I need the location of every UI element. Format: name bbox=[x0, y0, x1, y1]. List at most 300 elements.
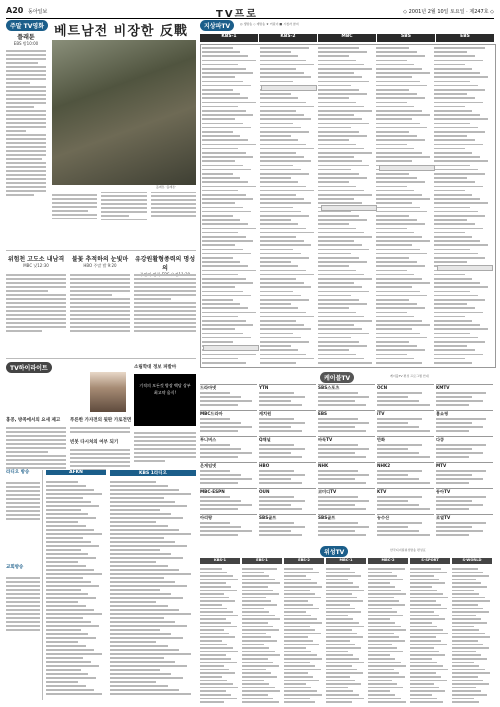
listing-line bbox=[202, 223, 248, 225]
listing-line bbox=[318, 354, 356, 356]
review-body bbox=[70, 272, 130, 354]
movie-review-section bbox=[6, 20, 196, 470]
listing-line bbox=[202, 358, 238, 360]
listing-line bbox=[318, 211, 351, 213]
listing-line bbox=[318, 181, 349, 183]
listing-line bbox=[202, 148, 238, 150]
listing-line bbox=[46, 577, 83, 579]
listing-line bbox=[200, 575, 233, 577]
listing-line bbox=[376, 85, 427, 87]
listing-line bbox=[452, 658, 487, 660]
listing-line bbox=[200, 698, 237, 700]
listing-line bbox=[202, 102, 256, 104]
listing-line bbox=[242, 651, 275, 653]
listing-line bbox=[318, 448, 369, 450]
listing-line bbox=[368, 600, 399, 602]
listing-line bbox=[377, 452, 419, 454]
listing-line bbox=[318, 106, 364, 108]
cable-channel-name: 드라마넷 bbox=[200, 385, 217, 390]
listing-line bbox=[368, 680, 392, 682]
listing-line bbox=[434, 299, 485, 301]
listing-line bbox=[376, 307, 425, 309]
cable-schedule bbox=[200, 372, 494, 544]
listing-line bbox=[368, 608, 392, 610]
listing-line bbox=[259, 456, 302, 458]
listing-line bbox=[318, 456, 366, 458]
listing-line bbox=[46, 669, 81, 671]
listing-line bbox=[318, 320, 372, 322]
listing-line bbox=[452, 676, 478, 678]
listing-line bbox=[434, 320, 472, 322]
cable-channel-name: 아리랑 bbox=[200, 515, 213, 520]
cable-badge: 케이블TV bbox=[320, 372, 354, 383]
listing-line bbox=[260, 102, 306, 104]
listing-line bbox=[318, 97, 349, 99]
listing-line bbox=[410, 669, 448, 671]
listing-line bbox=[376, 354, 407, 356]
listing-line bbox=[318, 144, 356, 146]
listing-line bbox=[452, 687, 476, 689]
satellite-channel-header: EBS-1 bbox=[242, 558, 282, 564]
listing-line bbox=[259, 430, 302, 432]
listing-line bbox=[202, 156, 253, 158]
listing-line bbox=[434, 349, 475, 351]
listing-line bbox=[260, 282, 304, 284]
listing-line bbox=[368, 651, 403, 653]
listing-line bbox=[410, 672, 436, 674]
kbs-radio-header: KBS 1라디오 bbox=[110, 470, 196, 476]
listing-line bbox=[260, 47, 309, 49]
listing-line bbox=[46, 593, 88, 595]
listing-line bbox=[242, 658, 268, 660]
listing-line bbox=[452, 593, 479, 595]
program-highlight bbox=[261, 85, 317, 91]
cable-channel-block bbox=[318, 488, 375, 514]
listing-line bbox=[260, 270, 306, 272]
listing-line bbox=[200, 392, 230, 394]
review-body bbox=[6, 272, 66, 354]
listing-line bbox=[110, 497, 164, 499]
listing-line bbox=[368, 687, 403, 689]
weekend-movie-badge: 주말 TV영화 bbox=[6, 20, 48, 31]
listing-line bbox=[260, 354, 306, 356]
listing-line bbox=[326, 575, 361, 577]
cable-channel-block bbox=[259, 488, 316, 514]
listing-line bbox=[202, 207, 243, 209]
listing-line bbox=[434, 190, 465, 192]
listing-line bbox=[318, 131, 359, 133]
listing-line bbox=[260, 60, 306, 62]
listing-line bbox=[377, 426, 419, 428]
listing-line bbox=[242, 622, 268, 624]
listing-line bbox=[434, 215, 485, 217]
listing-line bbox=[434, 257, 485, 259]
listing-line bbox=[376, 76, 412, 78]
listing-line bbox=[326, 665, 352, 667]
cable-channel-name: 농수산 bbox=[377, 515, 390, 520]
listing-line bbox=[284, 575, 306, 577]
listing-line bbox=[110, 581, 175, 583]
listing-line bbox=[326, 608, 355, 610]
listing-line bbox=[452, 622, 487, 624]
listing-line bbox=[260, 228, 306, 230]
listing-line bbox=[318, 345, 367, 347]
listing-line bbox=[46, 693, 102, 695]
listing-line bbox=[200, 626, 237, 628]
listing-line bbox=[202, 244, 235, 246]
listing-line bbox=[46, 665, 99, 667]
listing-line bbox=[46, 601, 78, 603]
listing-line bbox=[284, 579, 311, 581]
satellite-channel-header: MBC-1 bbox=[326, 558, 366, 564]
listing-line bbox=[376, 333, 420, 335]
listing-line bbox=[434, 236, 472, 238]
cable-channel-name: 로열TV bbox=[436, 515, 451, 520]
listing-line bbox=[434, 223, 475, 225]
listing-line bbox=[260, 349, 298, 351]
listing-line bbox=[46, 501, 91, 503]
listing-line bbox=[410, 586, 432, 588]
listing-line bbox=[46, 513, 88, 515]
listing-line bbox=[452, 701, 479, 703]
listing-line bbox=[284, 626, 310, 628]
listing-line bbox=[410, 600, 436, 602]
listing-line bbox=[200, 400, 252, 402]
listing-line bbox=[326, 586, 359, 588]
listing-line bbox=[326, 676, 350, 678]
listing-line bbox=[110, 549, 160, 551]
listing-line bbox=[46, 509, 81, 511]
newspaper-name: 동아일보 bbox=[28, 9, 48, 15]
listing-line bbox=[318, 299, 359, 301]
listing-line bbox=[260, 76, 311, 78]
listing-line bbox=[436, 508, 469, 510]
cable-channel-name: 동아TV bbox=[436, 489, 451, 494]
listing-line bbox=[242, 568, 277, 570]
listing-line bbox=[260, 316, 314, 318]
listing-line bbox=[200, 690, 226, 692]
program-highlight bbox=[379, 165, 435, 171]
listing-line bbox=[452, 669, 485, 671]
listing-line bbox=[200, 672, 235, 674]
listing-line bbox=[368, 698, 401, 700]
listing-line bbox=[318, 68, 372, 70]
cable-channel-block bbox=[377, 488, 434, 514]
listing-line bbox=[452, 618, 481, 620]
listing-line bbox=[376, 173, 409, 175]
listing-line bbox=[284, 608, 319, 610]
listing-line bbox=[284, 604, 313, 606]
listing-line bbox=[242, 579, 275, 581]
listing-line bbox=[434, 337, 478, 339]
photo-caption: 플래툰 '플래툰' bbox=[156, 185, 176, 189]
listing-line bbox=[318, 55, 349, 57]
listing-line bbox=[326, 690, 353, 692]
listing-line bbox=[318, 286, 362, 288]
listing-line bbox=[434, 55, 475, 57]
feature-headline: 베트남전 비장한 反戰 bbox=[54, 24, 188, 39]
listing-line bbox=[200, 680, 227, 682]
listing-line bbox=[46, 677, 96, 679]
listing-line bbox=[260, 265, 298, 267]
listing-line bbox=[242, 694, 268, 696]
issue-date: ◇ 2001년 2월 10일 토요일 · 제247호 ◇ bbox=[403, 9, 494, 15]
listing-line bbox=[452, 575, 489, 577]
listing-line bbox=[46, 605, 86, 607]
listing-line bbox=[46, 641, 78, 643]
listing-line bbox=[259, 534, 302, 536]
listing-line bbox=[368, 590, 401, 592]
listing-line bbox=[452, 582, 481, 584]
listing-line bbox=[318, 278, 372, 280]
listing-line bbox=[318, 135, 367, 137]
listing-line bbox=[376, 337, 427, 339]
listing-line bbox=[284, 633, 321, 635]
listing-line bbox=[259, 474, 305, 476]
listing-line bbox=[410, 694, 432, 696]
listing-line bbox=[200, 496, 230, 498]
listing-line bbox=[46, 633, 88, 635]
cable-channel-block bbox=[259, 410, 316, 436]
listing-line bbox=[46, 629, 81, 631]
listing-line bbox=[377, 508, 430, 510]
cable-channel-name: SBS골프 bbox=[259, 515, 277, 520]
satellite-channel-header: KBS-1 bbox=[200, 558, 240, 564]
listing-line bbox=[46, 533, 102, 535]
listing-line bbox=[110, 589, 160, 591]
listing-line bbox=[377, 400, 419, 402]
listing-line bbox=[436, 426, 483, 428]
listing-line bbox=[376, 47, 409, 49]
listing-line bbox=[376, 228, 407, 230]
listing-line bbox=[260, 249, 293, 251]
listing-line bbox=[376, 219, 417, 221]
listing-line bbox=[318, 358, 364, 360]
listing-line bbox=[200, 647, 233, 649]
listing-line bbox=[46, 621, 91, 623]
listing-line bbox=[368, 615, 403, 617]
listing-line bbox=[318, 186, 356, 188]
cable-channel-block bbox=[377, 410, 434, 436]
listing-line bbox=[377, 482, 430, 484]
listing-line bbox=[260, 177, 291, 179]
listing-line bbox=[318, 452, 355, 454]
listing-line bbox=[284, 676, 313, 678]
listing-line bbox=[110, 685, 168, 687]
listing-line bbox=[318, 60, 356, 62]
listing-line bbox=[318, 223, 349, 225]
listing-line bbox=[377, 522, 422, 524]
listing-line bbox=[110, 509, 160, 511]
listing-line bbox=[410, 662, 437, 664]
listing-line bbox=[242, 698, 273, 700]
listing-line bbox=[377, 392, 422, 394]
listing-line bbox=[284, 597, 321, 599]
listing-line bbox=[110, 525, 168, 527]
listing-line bbox=[452, 633, 485, 635]
listing-line bbox=[436, 400, 483, 402]
listing-line bbox=[318, 303, 367, 305]
listing-line bbox=[110, 633, 171, 635]
listing-line bbox=[376, 202, 412, 204]
listing-line bbox=[436, 500, 472, 502]
listing-line bbox=[434, 186, 483, 188]
listing-line bbox=[318, 316, 364, 318]
listing-line bbox=[110, 493, 191, 495]
listing-line bbox=[202, 190, 238, 192]
tv-item-title: 빈봇 다시처의 어부 되기 bbox=[70, 440, 119, 445]
listing-line bbox=[410, 618, 445, 620]
listing-line bbox=[434, 148, 465, 150]
listing-line bbox=[436, 404, 469, 406]
listing-line bbox=[202, 110, 246, 112]
listing-line bbox=[326, 579, 348, 581]
listing-line bbox=[202, 85, 251, 87]
listing-line bbox=[318, 194, 372, 196]
listing-line bbox=[202, 123, 243, 125]
listing-line bbox=[318, 76, 362, 78]
listing-line bbox=[376, 72, 430, 74]
listing-line bbox=[200, 448, 241, 450]
listing-line bbox=[260, 131, 309, 133]
listing-line bbox=[434, 202, 488, 204]
listing-line bbox=[452, 654, 481, 656]
listing-line bbox=[376, 312, 407, 314]
satellite-channel-header: EBS-2 bbox=[284, 558, 324, 564]
listing-line bbox=[110, 481, 156, 483]
listing-line bbox=[260, 278, 296, 280]
listing-line bbox=[110, 605, 168, 607]
listing-line bbox=[260, 232, 314, 234]
listing-line bbox=[410, 593, 443, 595]
listing-line bbox=[326, 582, 353, 584]
listing-line bbox=[318, 392, 358, 394]
listing-line bbox=[259, 452, 291, 454]
listing-line bbox=[368, 611, 397, 613]
listing-line bbox=[318, 72, 354, 74]
listing-line bbox=[376, 211, 427, 213]
listing-line bbox=[326, 658, 359, 660]
listing-line bbox=[46, 589, 81, 591]
listing-line bbox=[452, 590, 474, 592]
listing-line bbox=[436, 448, 472, 450]
listing-line bbox=[200, 658, 231, 660]
listing-line bbox=[410, 615, 439, 617]
cable-channel-block bbox=[377, 514, 434, 540]
listing-line bbox=[110, 533, 191, 535]
listing-line bbox=[260, 324, 304, 326]
satellite-listings bbox=[200, 566, 494, 704]
listing-line bbox=[318, 89, 359, 91]
listing-line bbox=[46, 497, 83, 499]
listing-line bbox=[200, 629, 224, 631]
listing-line bbox=[46, 649, 94, 651]
listing-line bbox=[318, 496, 358, 498]
listing-line bbox=[368, 669, 394, 671]
listing-line bbox=[110, 529, 179, 531]
listing-line bbox=[434, 286, 488, 288]
listing-line bbox=[368, 672, 399, 674]
cable-channel-block bbox=[200, 514, 257, 540]
listing-line bbox=[452, 680, 483, 682]
listing-line bbox=[452, 694, 487, 696]
listing-line bbox=[202, 97, 248, 99]
listing-line bbox=[46, 505, 99, 507]
listing-line bbox=[436, 496, 486, 498]
listing-line bbox=[376, 223, 425, 225]
listing-line bbox=[434, 194, 472, 196]
listing-line bbox=[202, 324, 253, 326]
cable-channel-block bbox=[436, 436, 493, 462]
listing-line bbox=[260, 261, 291, 263]
listing-line bbox=[200, 636, 235, 638]
listing-line bbox=[318, 165, 369, 167]
listing-line bbox=[410, 644, 447, 646]
cable-channel-name: OCN bbox=[377, 385, 388, 390]
listing-line bbox=[318, 261, 367, 263]
listing-line bbox=[436, 422, 472, 424]
channel-mbc: MBC bbox=[318, 34, 376, 42]
listing-line bbox=[410, 676, 441, 678]
listing-line bbox=[260, 295, 301, 297]
listing-line bbox=[46, 685, 86, 687]
listing-line bbox=[452, 651, 476, 653]
listing-line bbox=[376, 265, 425, 267]
listing-line bbox=[326, 590, 364, 592]
listing-line bbox=[436, 526, 472, 528]
listing-line bbox=[318, 444, 358, 446]
listing-line bbox=[434, 47, 485, 49]
listing-line bbox=[202, 181, 248, 183]
listing-line bbox=[260, 55, 298, 57]
listing-line bbox=[259, 400, 291, 402]
cable-channel-name: KTV bbox=[377, 489, 387, 494]
listing-line bbox=[242, 647, 269, 649]
listing-line bbox=[436, 456, 469, 458]
listing-line bbox=[200, 662, 237, 664]
cable-channel-block bbox=[377, 384, 434, 410]
listing-line bbox=[318, 148, 364, 150]
listing-line bbox=[436, 530, 483, 532]
listing-line bbox=[200, 426, 252, 428]
listing-line bbox=[436, 430, 469, 432]
listing-line bbox=[410, 572, 447, 574]
listing-line bbox=[200, 534, 238, 536]
listing-line bbox=[434, 219, 467, 221]
radio-label: 라디오 방송 bbox=[6, 470, 30, 475]
listing-line bbox=[200, 504, 252, 506]
listing-line bbox=[318, 274, 364, 276]
listing-line bbox=[202, 337, 251, 339]
listing-line bbox=[436, 482, 469, 484]
listing-line bbox=[260, 236, 296, 238]
listing-line bbox=[202, 173, 233, 175]
listing-line bbox=[318, 526, 369, 528]
listing-line bbox=[202, 303, 240, 305]
listing-line bbox=[436, 522, 486, 524]
listing-line bbox=[110, 637, 183, 639]
listing-line bbox=[377, 534, 430, 536]
listing-line bbox=[242, 633, 266, 635]
listing-line bbox=[46, 573, 102, 575]
listing-line bbox=[318, 349, 349, 351]
cable-channel-name: 온게임넷 bbox=[200, 463, 217, 468]
listing-line bbox=[202, 64, 238, 66]
listing-line bbox=[318, 324, 354, 326]
radio-left-panel bbox=[6, 470, 43, 700]
listing-line bbox=[202, 211, 251, 213]
listing-line bbox=[110, 689, 179, 691]
